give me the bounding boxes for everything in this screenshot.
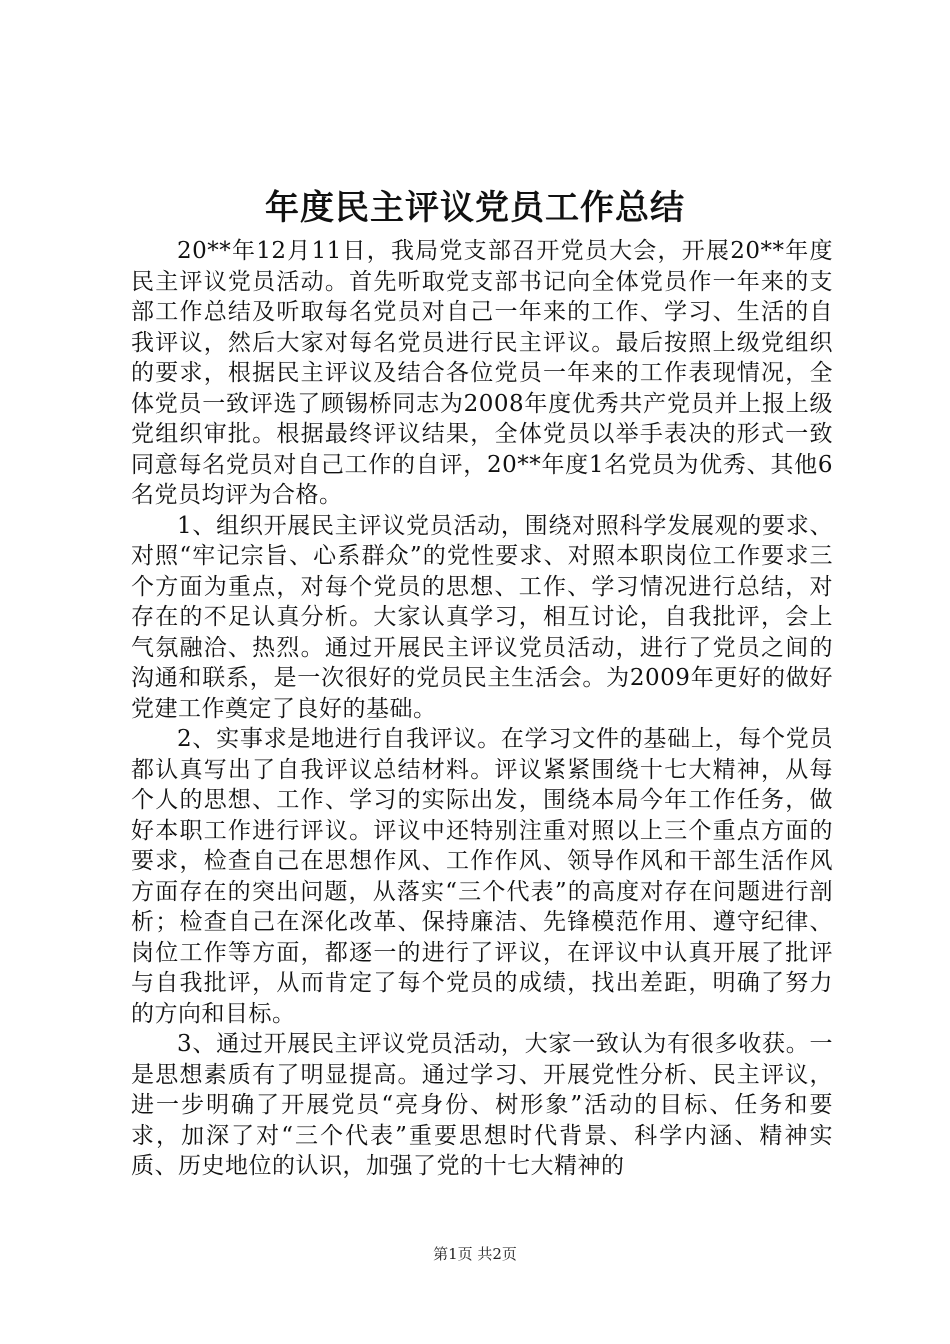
page-number-indicator: 第1页 共2页 [433, 1245, 517, 1263]
document-body [131, 236, 833, 1182]
paragraph-item-1: 1、组织开展民主评议党员活动，围绕对照科学发展观的要求、对照“牢记宗旨、心系群众”的党性要求、对照本职岗位工作要求三个方面为重点，对每个党员的思想、工作、学习情况进行总结，对存在的不足认真分析。大家认真学习，相互讨论，自我批评，会上气氛融洽、热烈。通过开展民主评议党员活动，进行了党员之间的沟通和联系，是一次很好的党员民主生活会。为2009年更好的做好党建工作奠定了良好的基础。 [131, 512, 833, 722]
paragraph-item-2: 2、实事求是地进行自我评议。在学习文件的基础上，每个党员都认真写出了自我评议总结材料。评议紧紧围绕十七大精神，从每个人的思想、工作、学习的实际出发，围绕本局今年工作任务，做好本职工作进行评议。评议中还特别注重对照以上三个重点方面的要求，检查自己在思想作风、工作作风、领导作风和干部生活作风方面存在的突出问题，从落实“三个代表”的高度对存在问题进行剖析；检查自己在深化改革、保持廉洁、先锋模范作用、遵守纪律、岗位工作等方面，都逐一的进行了评议，在评议中认真开展了批评与自我批评，从而肯定了每个党员的成绩，找出差距，明确了努力的方向和目标。 [131, 726, 833, 1027]
page-title: 年度民主评议党员工作总结 [265, 188, 685, 228]
paragraph-item-3: 3、通过开展民主评议党员活动，大家一致认为有很多收获。一是思想素质有了明显提高。通过学习、开展党性分析、民主评议，进一步明确了开展党员“亮身份、树形象”活动的目标、任务和要求，加深了对“三个代表”重要思想时代背景、科学内涵、精神实质、历史地位的认识，加强了党的十七大精神的 [131, 1031, 833, 1179]
paragraph-intro: 20**年12月11日，我局党支部召开党员大会，开展20**年度民主评议党员活动。首先听取党支部书记向全体党员作一年来的支部工作总结及听取每名党员对自己一年来的工作、学习、生活的自我评议，然后大家对每名党员进行民主评议。最后按照上级党组织的要求，根据民主评议及结合各位党员一年来的工作表现情况，全体党员一致评选了顾锡桥同志为2008年度优秀共产党员并上报上级党组织审批。根据最终评议结果，全体党员以举手表决的形式一致同意每名党员对自己工作的自评，20**年度1名党员为优秀、其他6名党员均评为合格。 [131, 238, 833, 508]
page-footer [0, 1243, 950, 1265]
